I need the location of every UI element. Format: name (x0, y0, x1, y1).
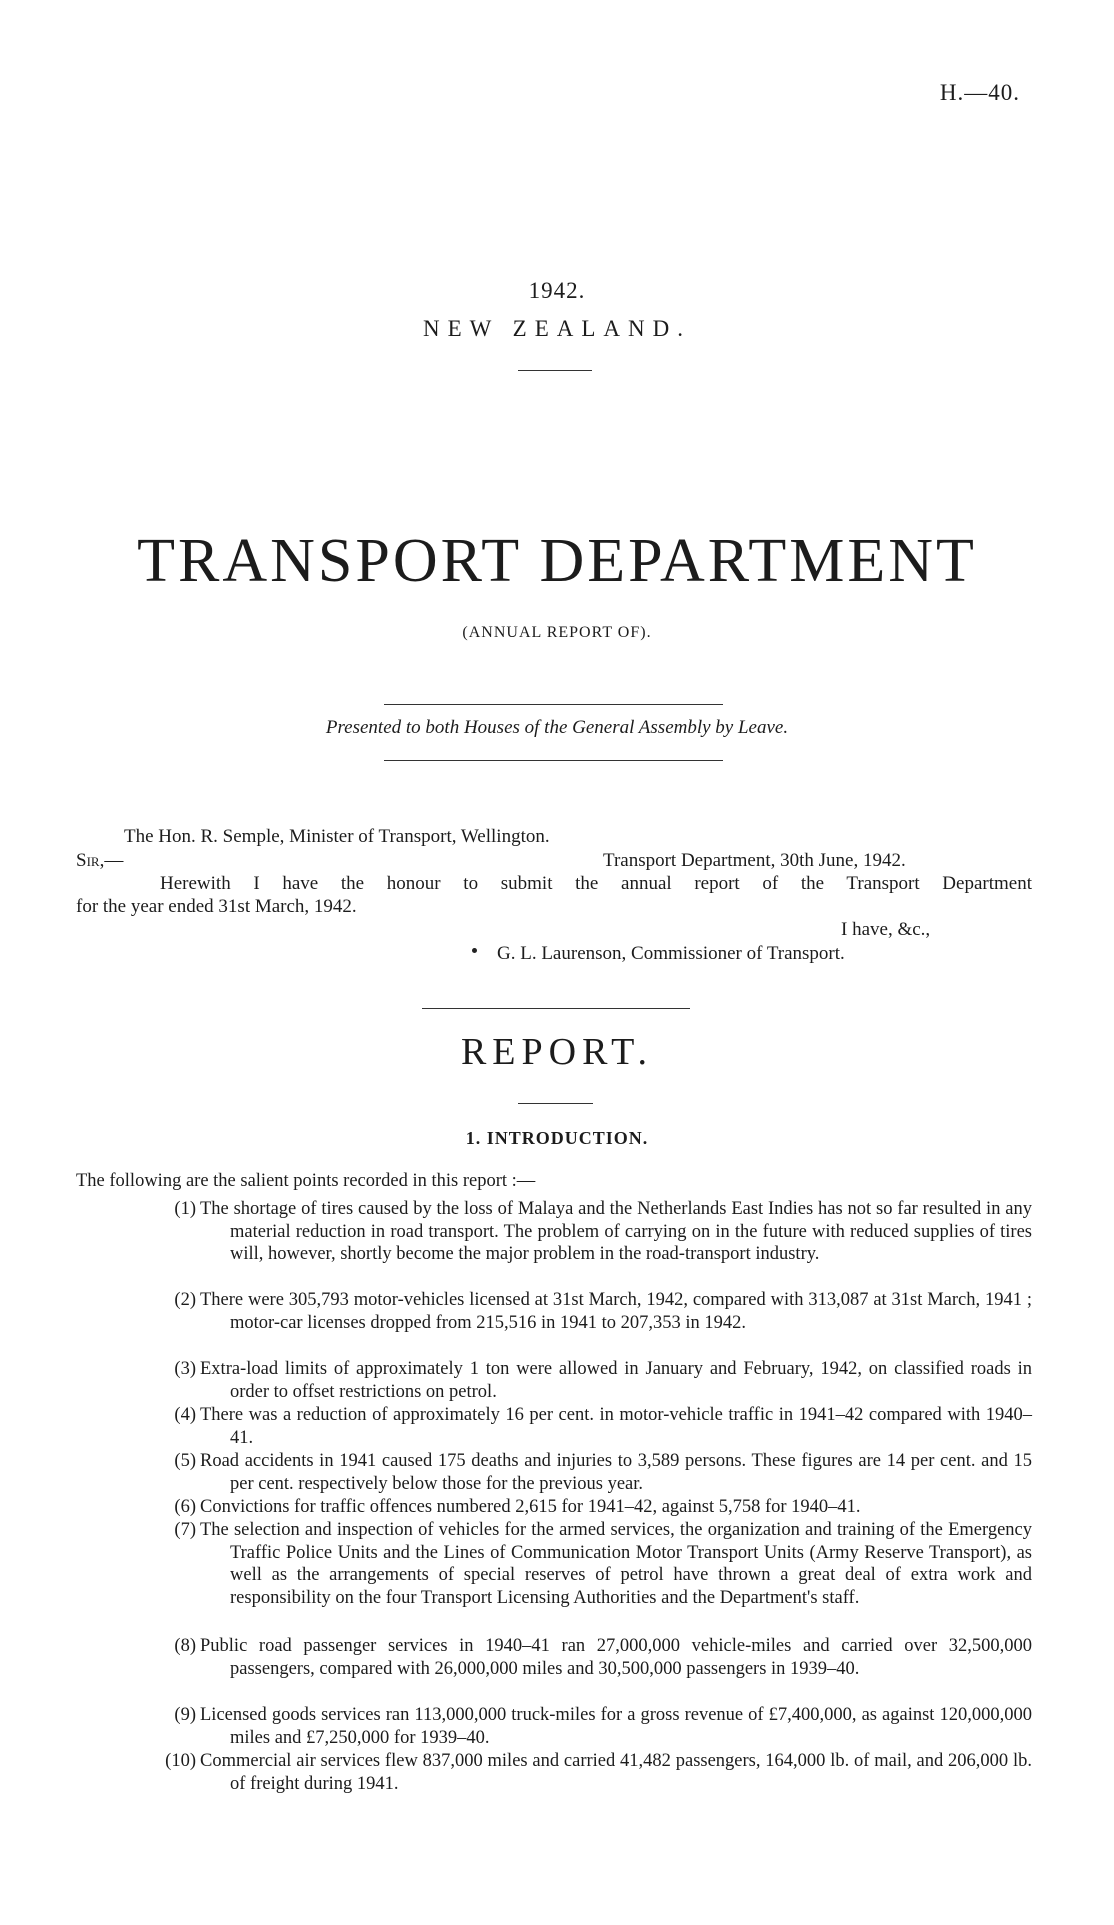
ink-dot (472, 948, 477, 953)
letter-addressee: The Hon. R. Semple, Minister of Transport, Wellington. (124, 826, 550, 847)
list-item (152, 1496, 1032, 1519)
list-item (152, 1750, 1032, 1795)
item-number: (1) (174, 1199, 196, 1219)
page-reference: H.—40. (939, 80, 1020, 105)
item-text: There were 305,793 motor-vehicles licensed at 31st March, 1942, compared with 313,087 at 31st March, 1941 ; motor-car licenses dropped from 215,516 in 1941 to 207,353 in 1942. (200, 1290, 1032, 1333)
letter-date-line: Transport Department, 30th June, 1942. (603, 850, 906, 871)
report-intro: The following are the salient points recorded in this report :— (76, 1171, 536, 1191)
item-text: The selection and inspection of vehicles for the armed services, the organization and training of the Emergency Traffic Police Units and the Lines of Communication Motor Transport Units (Army Reserve Transport), as well as the arrangements of special reserves of petrol have thrown a great deal of extra work and responsibility on the four Transport Licensing Authorities and the Department's staff. (200, 1520, 1032, 1608)
item-text: There was a reduction of approximately 16 per cent. in motor-vehicle traffic in 1941–42 compared with 1940–41. (200, 1405, 1032, 1448)
item-number: (7) (174, 1520, 196, 1540)
item-number: (5) (174, 1451, 196, 1471)
item-number: (6) (174, 1497, 196, 1517)
divider (518, 370, 592, 371)
report-heading: REPORT. (460, 1031, 654, 1073)
letter-closing: I have, &c., (841, 919, 931, 940)
letter-salutation: Sir,— (76, 850, 124, 871)
document-title: TRANSPORT DEPARTMENT (137, 527, 977, 595)
country-heading: NEW ZEALAND. (422, 316, 692, 341)
item-text: Licensed goods services ran 113,000,000 truck-miles for a gross revenue of £7,400,000, as against 120,000,000 miles and £7,250,000 for 1939–40. (200, 1705, 1032, 1748)
letter-body-line1: Herewith I have the honour to submit the annual report of the Transport Department (160, 873, 1032, 894)
list-item (152, 1704, 1032, 1749)
divider (384, 760, 723, 761)
item-text: Public road passenger services in 1940–41 ran 27,000,000 vehicle-miles and carried over 32,500,000 passengers, compared with 26,000,000 miles and 30,500,000 passengers in 1939–40. (200, 1636, 1032, 1679)
list-item (152, 1404, 1032, 1449)
list-item (152, 1635, 1032, 1680)
item-number: (9) (174, 1705, 196, 1725)
divider (518, 1103, 593, 1104)
document-subtitle: (ANNUAL REPORT OF). (462, 624, 652, 641)
item-number: (10) (165, 1751, 196, 1771)
presented-notice: Presented to both Houses of the General Assembly by Leave. (325, 717, 789, 738)
item-number: (4) (174, 1405, 196, 1425)
list-item (152, 1519, 1032, 1609)
item-number: (8) (174, 1636, 196, 1656)
list-item (152, 1289, 1032, 1334)
divider (422, 1008, 690, 1009)
item-text: Convictions for traffic offences numbered 2,615 for 1941–42, against 5,758 for 1940–41. (200, 1497, 861, 1517)
item-number: (3) (174, 1359, 196, 1379)
item-number: (2) (174, 1290, 196, 1310)
year-heading: 1942. (528, 278, 586, 303)
letter-body-line2: for the year ended 31st March, 1942. (76, 896, 357, 917)
item-text: Commercial air services flew 837,000 miles and carried 41,482 passengers, 164,000 lb. of mail, and 206,000 lb. of freight during 1941. (200, 1751, 1032, 1794)
item-text: Road accidents in 1941 caused 175 deaths and injuries to 3,589 persons. These figures are 14 per cent. and 15 per cent. respectively below those for the previous year. (200, 1451, 1032, 1494)
item-text: The shortage of tires caused by the loss of Malaya and the Netherlands East Indies has not so far resulted in any material reduction in road transport. The problem of carrying on in the future with reduced supplies of tires will, however, shortly become the major problem in the road-transport industry. (200, 1199, 1032, 1265)
list-item (152, 1198, 1032, 1266)
section-heading: 1. INTRODUCTION. (465, 1128, 649, 1148)
divider (384, 704, 723, 705)
item-text: Extra-load limits of approximately 1 ton were allowed in January and February, 1942, on classified roads in order to offset restrictions on petrol. (200, 1359, 1032, 1402)
list-item (152, 1358, 1032, 1403)
list-item (152, 1450, 1032, 1495)
letter-signature: G. L. Laurenson, Commissioner of Transport. (497, 943, 845, 964)
